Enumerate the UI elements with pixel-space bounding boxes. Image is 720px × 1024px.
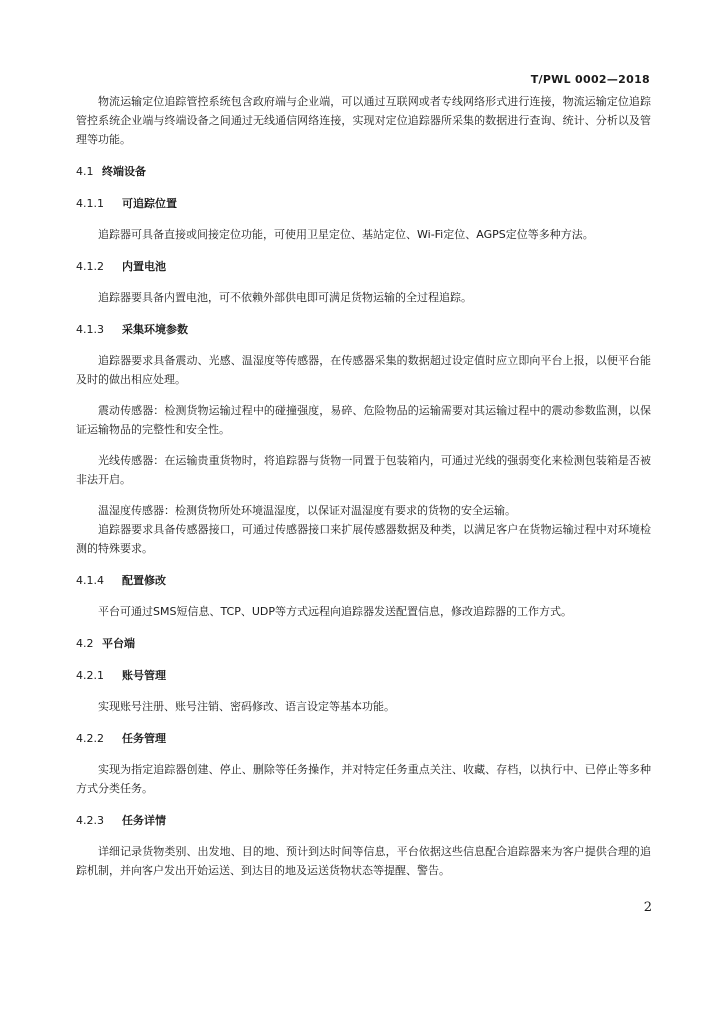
section-4-1-4-heading [76, 571, 651, 590]
section-title: 终端设备 [102, 165, 146, 178]
section-number: 4.2.2 [76, 732, 104, 745]
section-4-1-3-paragraph-1: 追踪器要求具备震动、光感、温湿度等传感器，在传感器采集的数据超过设定值时应立即向平台上报，以便平台能及时的做出相应处理。 [76, 354, 651, 386]
section-4-1-3-paragraph-4: 温湿度传感器：检测货物所处环境温湿度，以保证对温湿度有要求的货物的安全运输。 [98, 504, 516, 517]
section-4-1-3-paragraph-3: 光线传感器：在运输贵重货物时，将追踪器与货物一同置于包装箱内，可通过光线的强弱变化来检测包装箱是否被非法开启。 [76, 454, 651, 486]
section-4-2-2-body: 实现为指定追踪器创建、停止、删除等任务操作，并对特定任务重点关注、收藏、存档，以执行中、已停止等多种方式分类任务。 [76, 763, 651, 795]
section-4-1-3-paragraph-5: 追踪器要求具备传感器接口，可通过传感器接口来扩展传感器数据及种类，以满足客户在货物运输过程中对环境检测的特殊要求。 [76, 523, 651, 555]
section-number: 4.1.3 [76, 323, 104, 336]
section-4-1-1-heading [76, 194, 651, 213]
section-number: 4.1 [76, 165, 94, 178]
section-number: 4.1.1 [76, 197, 104, 210]
intro-paragraph: 物流运输定位追踪管控系统包含政府端与企业端，可以通过互联网或者专线网络形式进行连接，物流运输定位追踪管控系统企业端与终端设备之间通过无线通信网络连接，实现对定位追踪器所采集的数据进行查询、统计、分析以及管理等功能。 [76, 95, 651, 146]
section-title: 配置修改 [122, 574, 166, 587]
section-4-1-4-body: 平台可通过SMS短信息、TCP、UDP等方式远程向追踪器发送配置信息，修改追踪器的工作方式。 [98, 605, 572, 618]
section-4-2-3-body: 详细记录货物类别、出发地、目的地、预计到达时间等信息，平台依据这些信息配合追踪器来为客户提供合理的追踪机制，并向客户发出开始运送、到达目的地及运送货物状态等提醒、警告。 [76, 845, 651, 877]
section-4-1-2-body: 追踪器要具备内置电池，可不依赖外部供电即可满足货物运输的全过程追踪。 [98, 291, 472, 304]
section-title: 任务管理 [122, 732, 166, 745]
section-4-2-1-heading [76, 666, 651, 685]
section-4-2-2-heading [76, 729, 651, 748]
section-title: 可追踪位置 [122, 197, 177, 210]
section-number: 4.2.3 [76, 814, 104, 827]
page-number: 2 [643, 900, 652, 915]
section-title: 账号管理 [122, 669, 166, 682]
document-body [76, 92, 651, 880]
section-number: 4.1.4 [76, 574, 104, 587]
section-title: 任务详情 [122, 814, 166, 827]
standard-id: T/PWL 0002—2018 [530, 73, 650, 86]
section-4-1-heading [76, 162, 651, 181]
section-number: 4.2.1 [76, 669, 104, 682]
section-4-2-heading [76, 634, 651, 653]
section-4-1-1-body: 追踪器可具备直接或间接定位功能，可使用卫星定位、基站定位、Wi-Fi定位、AGPS定位等多种方法。 [98, 228, 594, 241]
section-number: 4.2 [76, 637, 94, 650]
section-4-1-3-paragraph-2: 震动传感器：检测货物运输过程中的碰撞强度，易碎、危险物品的运输需要对其运输过程中的震动参数监测，以保证运输物品的完整性和安全性。 [76, 404, 651, 436]
section-title: 内置电池 [122, 260, 166, 273]
section-4-1-2-heading [76, 257, 651, 276]
section-number: 4.1.2 [76, 260, 104, 273]
section-4-2-3-heading [76, 811, 651, 830]
section-4-2-1-body: 实现账号注册、账号注销、密码修改、语言设定等基本功能。 [98, 700, 395, 713]
section-title: 平台端 [102, 637, 135, 650]
section-4-1-3-heading [76, 320, 651, 339]
section-title: 采集环境参数 [122, 323, 188, 336]
